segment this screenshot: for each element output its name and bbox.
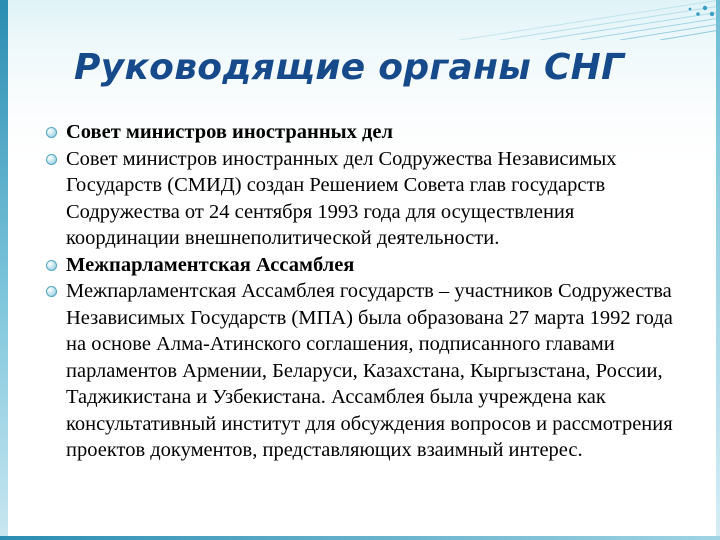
bullet-icon [46,154,57,165]
item-text: Совет министров иностранных дел Содружества Независимых Государств (СМИД) создан Решением Совета глав государств Содружества от 24 сентября 1993 года для осуществления координации внешнеполитической деятельности. [66,147,617,249]
list-item [44,252,684,279]
item-heading: Совет министров иностранных дел [66,121,393,143]
bottom-accent-edge [0,536,720,540]
slide-title: Руководящие органы СНГ [74,47,625,88]
bullet-icon [46,286,57,297]
left-accent-bar [0,0,8,540]
bullet-icon [46,127,57,138]
item-heading: Межпарламентская Ассамблея [66,253,355,276]
list-item [44,278,684,464]
item-text: Межпарламентская Ассамблея государств – участников Содружества Независимых Государств (МПА) была образована 27 марта 1992 года на основе Алма-Атинского соглашения, подписанного главами парламентов Армении, Беларуси, Казахстана, Кыргызстана, России, Таджикистана и Узбекистана. Ассамблея была учреждена как консультативный институт для обсуждения вопросов и рассмотрения проектов документов, представляющих взаимный интерес. [66,280,673,461]
list-item [44,119,684,146]
corner-decoration [460,0,720,40]
bullet-icon [46,260,57,271]
list-item [44,146,684,252]
bullet-list [44,119,684,464]
right-accent-edge [716,0,720,540]
